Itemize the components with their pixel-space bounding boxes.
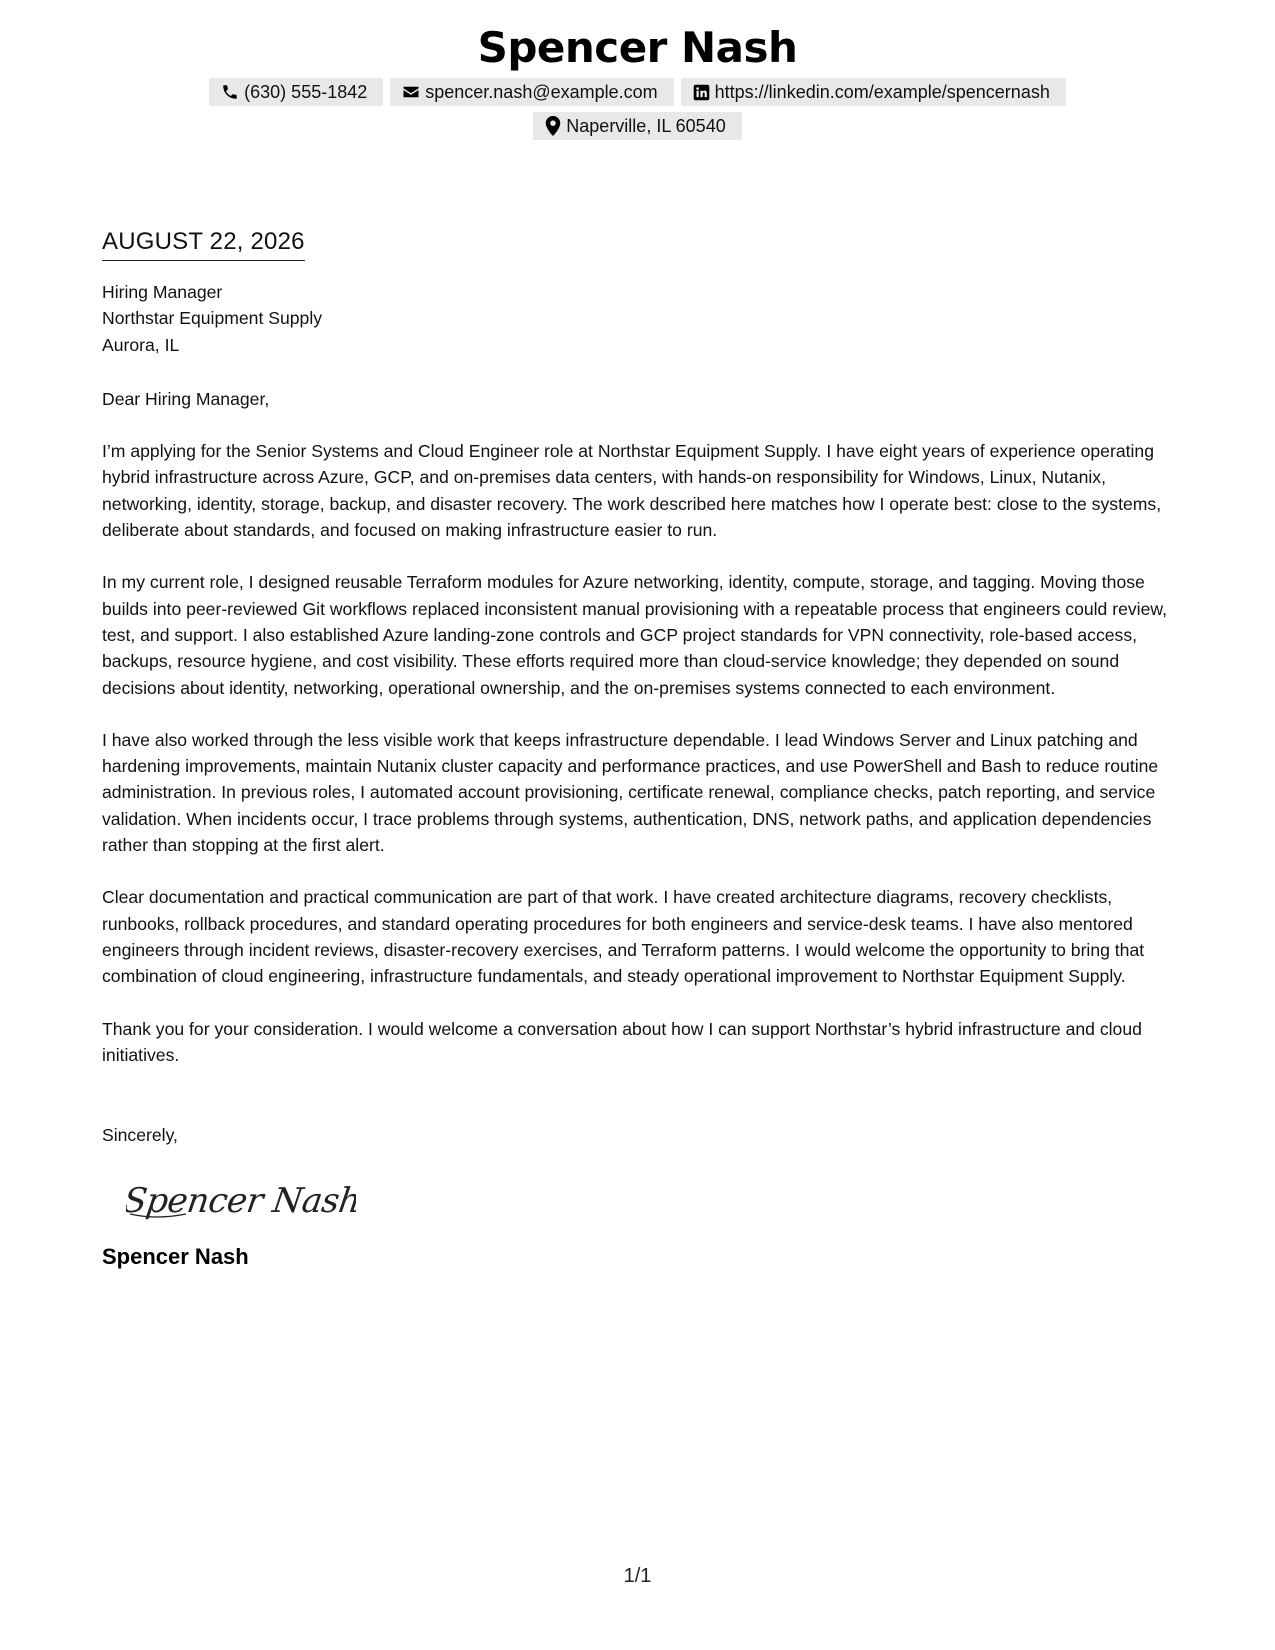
phone-text: (630) 555-1842 — [244, 81, 368, 102]
salutation: Dear Hiring Manager, — [102, 388, 270, 409]
location-text: Naperville, IL 60540 — [566, 115, 726, 136]
handwritten-signature — [126, 1170, 1177, 1230]
paragraph: Thank you for your consideration. I would welcome a conversation about how I can support Northstar’s hybrid infrastructure and cloud initiatives. — [102, 1018, 1142, 1065]
signer-name: Spencer Nash — [102, 1244, 249, 1270]
svg-text:Spencer Nash: Spencer Nash — [126, 1181, 356, 1222]
phone-chip[interactable] — [209, 78, 383, 106]
paragraph: Clear documentation and practical communication are part of that work. I have created architecture diagrams, recovery checklists, runbooks, rollback procedures, and standard operating procedures for both engineers and service-desk teams. I have also mentored engineers through incident reviews, disaster-recovery exercises, and Terraform patterns. I would welcome the opportunity to bring that combination of cloud engineering, infrastructure fundamentals, and steady operational improvement to Northstar Equipment Supply. — [102, 887, 1145, 987]
phone-icon — [221, 83, 239, 101]
recipient-title: Hiring Manager — [102, 282, 223, 302]
contact-row — [0, 78, 1275, 106]
linkedin-icon — [693, 84, 710, 101]
email-chip[interactable] — [390, 78, 673, 106]
map-marker-icon — [545, 116, 561, 136]
letter-date: AUGUST 22, 2026 — [102, 226, 305, 261]
email-text: spencer.nash@example.com — [425, 81, 658, 102]
recipient-location: Aurora, IL — [102, 334, 180, 355]
applicant-name: Spencer Nash — [477, 23, 798, 72]
paragraph: I’m applying for the Senior Systems and Cloud Engineer role at Northstar Equipment Supply. I have eight years of experience operating hybrid infrastructure across Azure, GCP, and on-premises data centers, with hands-on responsibility for Windows, Linux, Nutanix, networking, identity, storage, backup, and disaster recovery. The work described here matches how I operate best: close to the systems, deliberate about standards, and focused on making infrastructure easier to run. — [102, 441, 1162, 541]
page-number: 1/1 — [623, 1565, 652, 1587]
envelope-icon — [402, 83, 420, 101]
linkedin-text: https://linkedin.com/example/spencernash — [714, 81, 1050, 102]
letter-body — [102, 226, 1177, 1271]
closing: Sincerely, — [102, 1125, 178, 1146]
letter-header — [0, 22, 1275, 140]
contact-row-location — [0, 112, 1275, 140]
paragraph: I have also worked through the less visible work that keeps infrastructure dependable. I lead Windows Server and Linux patching and hardening improvements, maintain Nutanix cluster capacity and performance practices, and use PowerShell and Bash to reduce routine administration. In previous roles, I automated account provisioning, certificate renewal, compliance checks, patch reporting, and service validation. When incidents occur, I trace problems through systems, authentication, DNS, network paths, and application dependencies rather than stopping at the first alert. — [102, 729, 1159, 856]
recipient-block — [102, 279, 1177, 358]
recipient-company: Northstar Equipment Supply — [102, 308, 323, 329]
location-chip — [533, 112, 741, 140]
linkedin-chip[interactable] — [681, 78, 1066, 106]
paragraph: In my current role, I designed reusable Terraform modules for Azure networking, identity, compute, storage, and tagging. Moving those builds into peer-reviewed Git workflows replaced inconsistent manual provisioning with a repeatable process that engineers could review, test, and support. I also established Azure landing-zone controls and GCP project standards for VPN connectivity, role-based access, backups, resource hygiene, and cost visibility. These efforts required more than cloud-service knowledge; they depended on sound decisions about identity, networking, operational ownership, and the on-premises systems connected to each environment. — [102, 572, 1167, 698]
